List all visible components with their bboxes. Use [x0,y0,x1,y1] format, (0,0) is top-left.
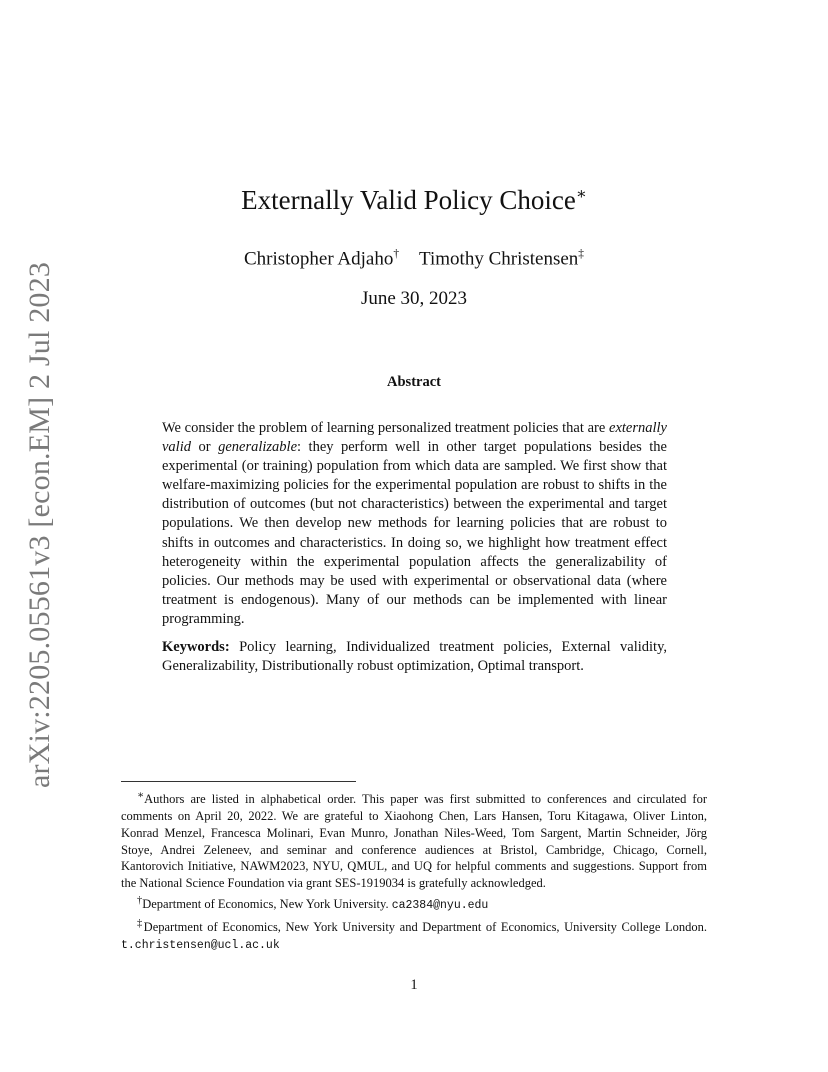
paper-date: June 30, 2023 [360,288,468,309]
abstract-text: We consider the problem of learning personalized treatment policies that are [162,420,610,436]
abstract-text: : they perform well in other target populations besides the experimental (or training) population from which data are sampled. We first show that welfare-maximizing policies for the experimental population are robust to shifts in the distribution of outcomes (but not characteristics) between the experimental and target populations. We then develop new methods for learning policies that are robust to shifts in outcomes and characteristics. In doing so, we highlight how treatment effect heterogeneity within the experimental population affects the generalizability of policies. Our methods may be used with experimental or observational data (where treatment is endogenous). Many of our methods can be implemented with linear programming. [162,439,667,627]
footnote-star [121,788,707,892]
footnote-text: Authors are listed in alphabetical order. This paper was first submitted to conferences and circulated for comments on April 20, 2022. We are grateful to Xiaohong Chen, Lars Hansen, Toru Kitagawa, Oliver Linton, Konrad Menzel, Francesca Molinari, Evan Munro, Jonathan Niles-Weed, Tom Sargent, Martin Schneider, Jörg Stoye, Andrei Zeleneev, and seminar and conference audiences at Bristol, Cambridge, Chicago, Cornell, Kantorovich Initiative, NAWM2023, NYU, QMUL, and UQ for helpful comments and suggestions. Support from the National Science Foundation via grant SES-1919034 is gratefully acknowledged. [121,792,707,891]
author-footnote-mark[interactable]: † [393,248,400,260]
keywords-label: Keywords: [162,639,230,656]
abstract-text: or [191,439,219,456]
author-name: Christopher Adjaho [243,248,394,270]
abstract-emphasis: externally valid [162,420,667,456]
footnote-text: Department of Economics, New York University and Department of Economics, University College London. [143,920,707,935]
footnote-double-dagger [121,916,707,955]
keywords-paragraph [162,638,667,676]
footnote-text: Department of Economics, New York University. [142,897,392,912]
paper-title-text: Externally Valid Policy Choice [241,185,576,215]
footnote-divider [121,781,356,782]
author-footnote-mark[interactable]: ‡ [578,248,584,260]
keywords-text: Policy learning, Individualized treatment policies, External validity, Generalizability, Distributionally robust optimization, Optimal transport. [162,639,668,675]
email-link[interactable]: t.christensen@ucl.ac.uk [121,938,280,952]
abstract-heading: Abstract [387,374,441,390]
abstract-emphasis: generalizable [218,439,298,456]
title-footnote-mark[interactable]: ∗ [575,185,587,203]
footnotes [121,788,707,955]
abstract-body [162,419,667,676]
arxiv-stamp [18,261,62,789]
footnote-mark: ‡ [137,917,144,929]
page-number: 1 [410,977,418,993]
arxiv-stamp-text: arXiv:2205.05561v3 [econ.EM] 2 Jul 2023 [23,261,56,789]
paper-title [0,184,828,216]
email-link[interactable]: ca2384@nyu.edu [391,899,489,913]
author-list [0,248,828,270]
footnote-dagger [121,893,707,915]
footnote-mark: † [137,894,143,906]
author-name: Timothy Christensen [419,248,579,270]
abstract-paragraph [162,419,667,629]
footnote-mark: ∗ [137,790,145,801]
